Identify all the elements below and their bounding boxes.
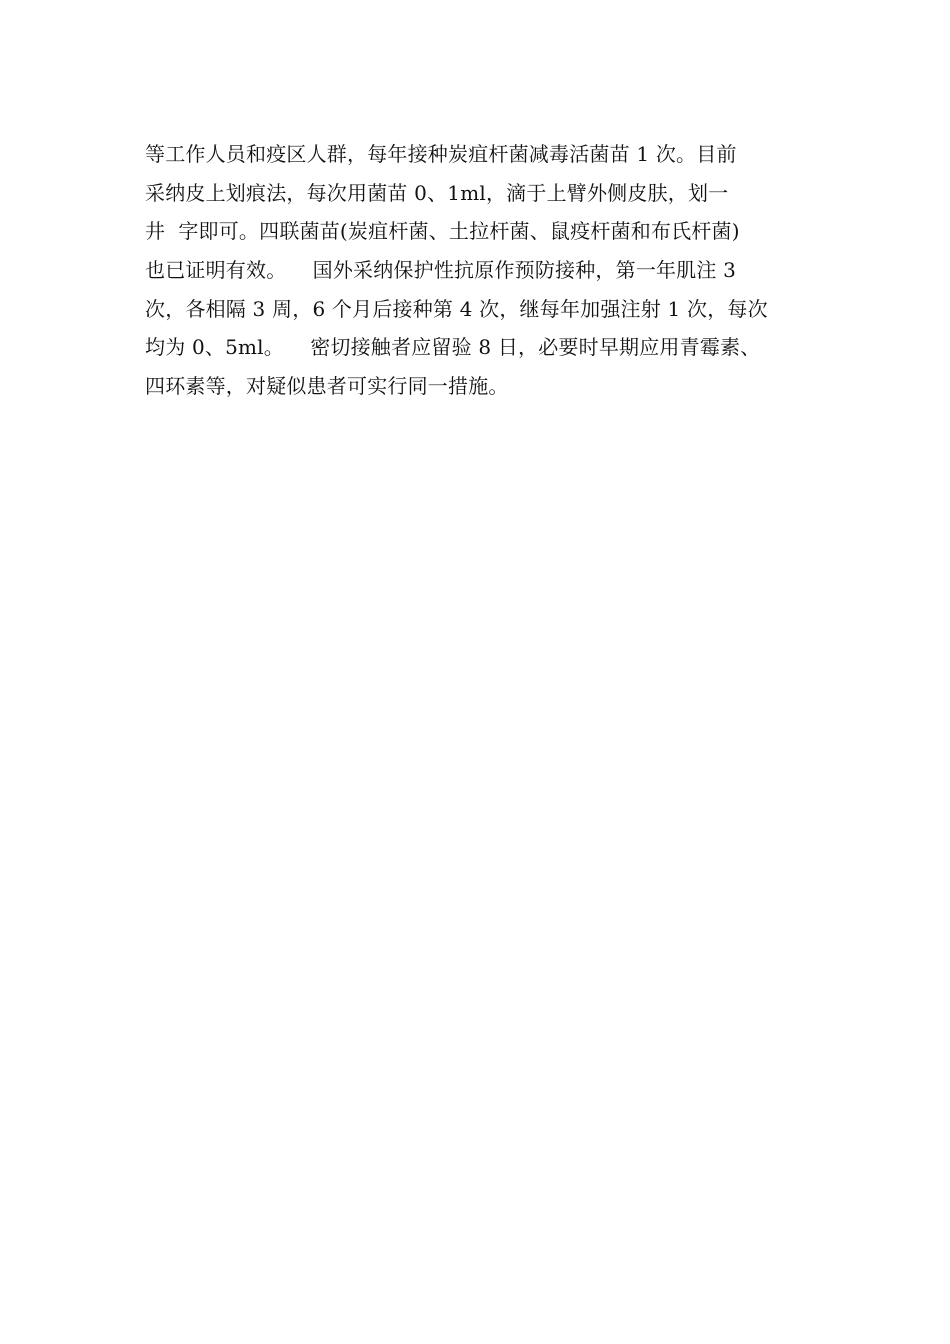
text-line: 均为 0、5ml。 密切接触者应留验 8 日，必要时早期应用青霉素、 xyxy=(145,335,761,360)
text-line: 也已证明有效。 国外采纳保护性抗原作预防接种，第一年肌注 3 xyxy=(145,258,737,283)
body-text xyxy=(145,135,815,406)
text-line: 采纳皮上划痕法，每次用菌苗 0、1ml，滴于上臂外侧皮肤，划一 xyxy=(145,180,729,205)
text-line: 等工作人员和疫区人群，每年接种炭疽杆菌减毒活菌苗 1 次。目前 xyxy=(145,142,737,166)
text-line: 井 字即可。四联菌苗(炭疽杆菌、土拉杆菌、鼠疫杆菌和布氏杆菌) xyxy=(145,219,740,244)
text-line: 四环素等，对疑似患者可实行同一措施。 xyxy=(145,374,509,399)
text-line: 次，各相隔 3 周，6 个月后接种第 4 次，继每年加强注射 1 次，每次 xyxy=(145,296,768,321)
